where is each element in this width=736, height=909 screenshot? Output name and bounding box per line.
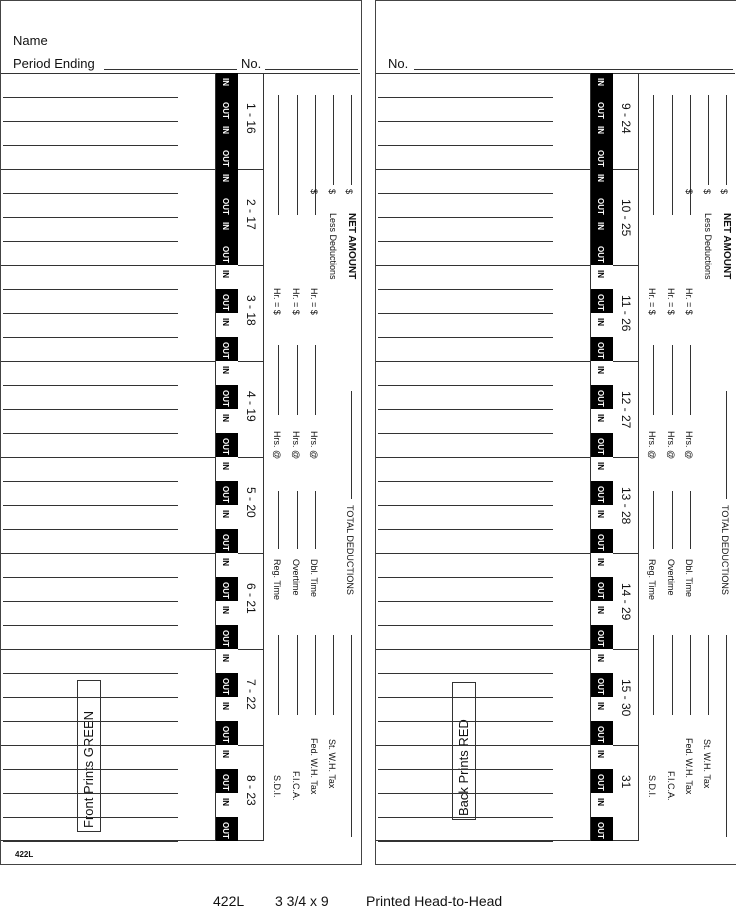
- front-card: [0, 0, 362, 865]
- time-entry-line[interactable]: [378, 385, 553, 386]
- overtime-label: Overtime: [666, 559, 676, 596]
- caption-size: 3 3/4 x 9: [275, 893, 329, 909]
- time-entry-line[interactable]: [378, 313, 553, 314]
- day-label: 12 - 27: [619, 391, 633, 429]
- punch-in-label: IN: [596, 798, 605, 806]
- amount-line[interactable]: [351, 95, 352, 185]
- hours-line[interactable]: [297, 491, 298, 549]
- punch-in-label: IN: [221, 558, 230, 566]
- time-entry-line[interactable]: [378, 481, 553, 482]
- regular-time-label: Reg. Time: [647, 559, 657, 601]
- punch-out-label: OUT: [221, 390, 230, 407]
- punch-in-cell: [591, 793, 613, 817]
- time-entry-line[interactable]: [3, 697, 178, 698]
- card-number-label: No.: [241, 56, 262, 71]
- time-entry-line[interactable]: [3, 793, 178, 794]
- punch-in-label: IN: [221, 126, 230, 134]
- grid-top-line: [1, 73, 360, 74]
- time-entry-line[interactable]: [378, 721, 553, 722]
- hour-rate-label: Hr. = $: [291, 288, 301, 315]
- amount-line[interactable]: [726, 95, 727, 185]
- punch-out-label: OUT: [221, 438, 230, 455]
- punch-in-cell: [591, 553, 613, 577]
- amount-line[interactable]: [672, 95, 673, 215]
- back-prints-label: Back Prints RED: [452, 682, 476, 820]
- time-entry-line[interactable]: [378, 625, 553, 626]
- time-entry-line[interactable]: [3, 409, 178, 410]
- front-prints-label: Front Prints GREEN: [77, 680, 101, 832]
- punch-in-label: IN: [596, 222, 605, 230]
- amount-line[interactable]: [278, 95, 279, 215]
- punch-in-cell: [591, 121, 613, 145]
- hours-at-label: Hrs. @: [684, 431, 694, 460]
- punch-in-cell: [591, 601, 613, 625]
- punch-out-cell: [591, 481, 613, 505]
- punch-in-cell: [216, 265, 238, 289]
- punch-out-label: OUT: [596, 294, 605, 311]
- punch-in-cell: [591, 361, 613, 385]
- punch-in-label: IN: [596, 270, 605, 278]
- punch-in-cell: [591, 265, 613, 289]
- day-label: 13 - 28: [619, 487, 633, 525]
- punch-out-cell: [591, 145, 613, 169]
- punch-out-label: OUT: [596, 390, 605, 407]
- punch-out-label: OUT: [596, 246, 605, 263]
- total-deductions-line[interactable]: [726, 391, 727, 499]
- punch-in-cell: [591, 169, 613, 193]
- punch-in-cell: [216, 649, 238, 673]
- punch-out-cell: [216, 289, 238, 313]
- day-label: 5 - 20: [244, 487, 258, 518]
- fica-label: F.I.C.A.: [291, 771, 301, 801]
- total-deductions-line[interactable]: [351, 635, 352, 837]
- punch-out-cell: [591, 97, 613, 121]
- dollar-sign: $: [327, 189, 337, 195]
- punch-in-label: IN: [596, 654, 605, 662]
- punch-out-cell: [591, 769, 613, 793]
- time-entry-line[interactable]: [3, 817, 178, 818]
- back-card: [375, 0, 736, 865]
- amount-line[interactable]: [690, 345, 691, 415]
- time-entry-line[interactable]: [378, 601, 553, 602]
- time-entry-line[interactable]: [3, 841, 178, 842]
- hours-at-label: Hrs. @: [291, 431, 301, 460]
- punch-in-cell: [591, 697, 613, 721]
- punch-out-label: OUT: [596, 534, 605, 551]
- total-deductions-label: TOTAL DEDUCTIONS: [720, 505, 730, 595]
- time-entry-line[interactable]: [3, 337, 178, 338]
- time-entry-line[interactable]: [378, 769, 553, 770]
- total-deductions-label: TOTAL DEDUCTIONS: [345, 505, 355, 595]
- punch-in-label: IN: [596, 750, 605, 758]
- time-entry-line[interactable]: [378, 673, 553, 674]
- deduction-line[interactable]: [690, 635, 691, 715]
- punch-in-cell: [216, 169, 238, 193]
- time-entry-line[interactable]: [378, 505, 553, 506]
- punch-out-label: OUT: [221, 294, 230, 311]
- punch-out-label: OUT: [596, 150, 605, 167]
- punch-out-label: OUT: [221, 246, 230, 263]
- hour-rate-label: Hr. = $: [684, 288, 694, 315]
- punch-out-label: OUT: [596, 630, 605, 647]
- card-number-field[interactable]: [265, 69, 358, 70]
- day-label: 14 - 29: [619, 583, 633, 621]
- punch-out-label: OUT: [596, 582, 605, 599]
- punch-in-label: IN: [221, 654, 230, 662]
- grid-top-line: [376, 73, 735, 74]
- time-entry-line[interactable]: [3, 193, 178, 194]
- time-entry-line[interactable]: [3, 481, 178, 482]
- punch-in-cell: [591, 745, 613, 769]
- fica-label: F.I.C.A.: [666, 771, 676, 801]
- time-entry-line[interactable]: [378, 217, 553, 218]
- form-code: 422L: [15, 850, 34, 859]
- time-entry-line[interactable]: [3, 217, 178, 218]
- punch-in-cell: [216, 745, 238, 769]
- deduction-line[interactable]: [333, 635, 334, 715]
- amount-line[interactable]: [672, 345, 673, 415]
- punch-out-label: OUT: [221, 198, 230, 215]
- punch-in-label: IN: [221, 318, 230, 326]
- dollar-sign: $: [684, 189, 694, 195]
- total-deductions-line[interactable]: [726, 635, 727, 837]
- punch-out-cell: [216, 817, 238, 841]
- punch-out-label: OUT: [596, 774, 605, 791]
- punch-out-label: OUT: [596, 822, 605, 839]
- punch-out-label: OUT: [596, 102, 605, 119]
- punch-out-cell: [591, 577, 613, 601]
- punch-in-label: IN: [596, 78, 605, 86]
- punch-out-cell: [216, 673, 238, 697]
- day-label: 31: [619, 775, 633, 789]
- punch-in-label: IN: [221, 270, 230, 278]
- caption-note: Printed Head-to-Head: [366, 893, 503, 909]
- time-entry-line[interactable]: [378, 337, 553, 338]
- deduction-line[interactable]: [315, 635, 316, 715]
- time-entry-line[interactable]: [378, 409, 553, 410]
- punch-in-cell: [216, 121, 238, 145]
- punch-in-label: IN: [596, 462, 605, 470]
- punch-in-cell: [216, 361, 238, 385]
- hour-rate-label: Hr. = $: [647, 288, 657, 315]
- federal-wh-tax-label: Fed. W.H. Tax: [309, 738, 319, 795]
- punch-out-label: OUT: [221, 342, 230, 359]
- punch-in-label: IN: [221, 366, 230, 374]
- hours-line[interactable]: [690, 491, 691, 549]
- federal-wh-tax-label: Fed. W.H. Tax: [684, 738, 694, 795]
- time-entry-line[interactable]: [3, 721, 178, 722]
- time-entry-line[interactable]: [378, 121, 553, 122]
- state-wh-tax-label: St. W.H. Tax: [702, 739, 712, 789]
- period-ending-label: Period Ending: [13, 56, 95, 71]
- punch-in-cell: [216, 553, 238, 577]
- punch-in-label: IN: [221, 414, 230, 422]
- punch-in-label: IN: [221, 798, 230, 806]
- amount-line[interactable]: [315, 345, 316, 415]
- time-entry-line[interactable]: [378, 697, 553, 698]
- dollar-sign: $: [702, 189, 712, 195]
- punch-in-label: IN: [596, 510, 605, 518]
- punch-out-cell: [216, 769, 238, 793]
- punch-out-cell: [591, 385, 613, 409]
- punch-out-cell: [591, 817, 613, 841]
- punch-out-label: OUT: [221, 774, 230, 791]
- deduction-line[interactable]: [297, 635, 298, 715]
- time-entry-line[interactable]: [3, 505, 178, 506]
- time-entry-line[interactable]: [3, 673, 178, 674]
- time-entry-line[interactable]: [3, 121, 178, 122]
- hour-rate-label: Hr. = $: [309, 288, 319, 315]
- deduction-line[interactable]: [708, 635, 709, 715]
- punch-in-cell: [591, 457, 613, 481]
- time-entry-line[interactable]: [378, 793, 553, 794]
- amount-line[interactable]: [297, 345, 298, 415]
- punch-in-label: IN: [221, 702, 230, 710]
- punch-in-cell: [216, 601, 238, 625]
- punch-out-cell: [216, 193, 238, 217]
- punch-out-cell: [216, 385, 238, 409]
- less-deductions-label: Less Deductions: [328, 213, 338, 280]
- punch-in-label: IN: [221, 174, 230, 182]
- amount-line[interactable]: [690, 95, 691, 215]
- punch-out-cell: [216, 241, 238, 265]
- hour-rate-label: Hr. = $: [666, 288, 676, 315]
- dollar-sign: $: [309, 189, 319, 195]
- punch-out-label: OUT: [221, 534, 230, 551]
- punch-out-cell: [216, 97, 238, 121]
- time-entry-line[interactable]: [3, 145, 178, 146]
- time-entry-line[interactable]: [378, 193, 553, 194]
- punch-out-cell: [591, 721, 613, 745]
- punch-in-label: IN: [596, 414, 605, 422]
- day-label: 2 - 17: [244, 199, 258, 230]
- punch-in-label: IN: [221, 606, 230, 614]
- time-entry-line[interactable]: [3, 625, 178, 626]
- punch-in-label: IN: [596, 126, 605, 134]
- amount-line[interactable]: [297, 95, 298, 215]
- amount-line[interactable]: [653, 95, 654, 215]
- name-label: Name: [13, 33, 48, 48]
- sdi-label: S.D.I.: [272, 775, 282, 798]
- punch-in-cell: [216, 697, 238, 721]
- time-entry-line[interactable]: [378, 241, 553, 242]
- time-entry-line[interactable]: [378, 433, 553, 434]
- time-entry-line[interactable]: [378, 577, 553, 578]
- hours-line[interactable]: [653, 491, 654, 549]
- punch-out-cell: [591, 289, 613, 313]
- day-label: 1 - 16: [244, 103, 258, 134]
- card-number-label: No.: [388, 56, 409, 71]
- day-label: 15 - 30: [619, 679, 633, 717]
- punch-in-cell: [591, 649, 613, 673]
- punch-out-cell: [591, 241, 613, 265]
- day-label: 11 - 26: [619, 295, 633, 332]
- punch-out-label: OUT: [221, 582, 230, 599]
- time-entry-line[interactable]: [378, 97, 553, 98]
- deduction-line[interactable]: [672, 635, 673, 715]
- time-entry-line[interactable]: [378, 817, 553, 818]
- punch-in-label: IN: [596, 558, 605, 566]
- punch-out-cell: [216, 577, 238, 601]
- time-entry-line[interactable]: [3, 289, 178, 290]
- day-label: 9 - 24: [619, 103, 633, 134]
- punch-out-cell: [591, 673, 613, 697]
- punch-out-label: OUT: [596, 342, 605, 359]
- day-label: 4 - 19: [244, 391, 258, 422]
- net-amount-label: NET AMOUNT: [721, 213, 732, 280]
- punch-out-cell: [591, 625, 613, 649]
- punch-out-label: OUT: [221, 486, 230, 503]
- punch-in-cell: [216, 505, 238, 529]
- time-entry-line[interactable]: [3, 433, 178, 434]
- punch-in-label: IN: [596, 366, 605, 374]
- punch-out-cell: [216, 721, 238, 745]
- amount-line[interactable]: [653, 345, 654, 415]
- punch-in-label: IN: [596, 318, 605, 326]
- punch-out-label: OUT: [221, 726, 230, 743]
- punch-in-cell: [216, 409, 238, 433]
- punch-out-cell: [216, 625, 238, 649]
- state-wh-tax-label: St. W.H. Tax: [327, 739, 337, 789]
- time-entry-line[interactable]: [3, 769, 178, 770]
- deduction-line[interactable]: [653, 635, 654, 715]
- punch-in-cell: [216, 457, 238, 481]
- day-label: 10 - 25: [619, 199, 633, 237]
- punch-out-label: OUT: [221, 822, 230, 839]
- time-entry-line[interactable]: [3, 529, 178, 530]
- total-deductions-line[interactable]: [351, 391, 352, 499]
- punch-out-label: OUT: [596, 726, 605, 743]
- time-entry-line[interactable]: [3, 241, 178, 242]
- day-label: 7 - 22: [244, 679, 258, 710]
- punch-in-label: IN: [596, 702, 605, 710]
- time-entry-line[interactable]: [378, 529, 553, 530]
- punch-in-cell: [591, 73, 613, 97]
- hour-rate-label: Hr. = $: [272, 288, 282, 315]
- dollar-sign: $: [719, 189, 729, 195]
- punch-out-cell: [216, 145, 238, 169]
- punch-in-cell: [591, 505, 613, 529]
- punch-out-label: OUT: [221, 678, 230, 695]
- amount-line[interactable]: [333, 95, 334, 185]
- regular-time-label: Reg. Time: [272, 559, 282, 601]
- amount-line[interactable]: [278, 345, 279, 415]
- less-deductions-label: Less Deductions: [703, 213, 713, 280]
- punch-in-cell: [216, 73, 238, 97]
- double-time-label: Dbl. Time: [309, 559, 319, 598]
- punch-in-cell: [216, 793, 238, 817]
- punch-in-label: IN: [596, 174, 605, 182]
- sdi-label: S.D.I.: [647, 775, 657, 798]
- period-ending-field[interactable]: [104, 69, 237, 70]
- punch-out-label: OUT: [596, 198, 605, 215]
- card-number-field[interactable]: [414, 69, 733, 70]
- hours-at-label: Hrs. @: [666, 431, 676, 460]
- time-entry-line[interactable]: [3, 97, 178, 98]
- dollar-sign: $: [344, 189, 354, 195]
- time-entry-line[interactable]: [3, 313, 178, 314]
- day-label: 6 - 21: [244, 583, 258, 614]
- punch-out-label: OUT: [221, 150, 230, 167]
- punch-in-cell: [591, 313, 613, 337]
- punch-out-label: OUT: [221, 630, 230, 647]
- punch-in-cell: [591, 217, 613, 241]
- punch-in-label: IN: [221, 78, 230, 86]
- punch-out-cell: [216, 337, 238, 361]
- punch-out-cell: [216, 529, 238, 553]
- punch-in-label: IN: [596, 606, 605, 614]
- punch-in-label: IN: [221, 510, 230, 518]
- punch-out-label: OUT: [596, 678, 605, 695]
- net-amount-label: NET AMOUNT: [346, 213, 357, 280]
- punch-out-cell: [216, 433, 238, 457]
- double-time-label: Dbl. Time: [684, 559, 694, 598]
- punch-out-cell: [591, 433, 613, 457]
- overtime-label: Overtime: [291, 559, 301, 596]
- time-entry-line[interactable]: [378, 841, 553, 842]
- time-entry-line[interactable]: [378, 289, 553, 290]
- hours-line[interactable]: [672, 491, 673, 549]
- punch-in-cell: [216, 217, 238, 241]
- punch-out-cell: [591, 337, 613, 361]
- punch-out-label: OUT: [221, 102, 230, 119]
- punch-in-cell: [216, 313, 238, 337]
- amount-line[interactable]: [708, 95, 709, 185]
- hours-line[interactable]: [278, 491, 279, 549]
- punch-out-label: OUT: [596, 438, 605, 455]
- punch-out-cell: [591, 193, 613, 217]
- time-entry-line[interactable]: [3, 577, 178, 578]
- day-label: 3 - 18: [244, 295, 258, 326]
- amount-line[interactable]: [315, 95, 316, 215]
- day-label: 8 - 23: [244, 775, 258, 806]
- hours-at-label: Hrs. @: [309, 431, 319, 460]
- punch-in-label: IN: [221, 462, 230, 470]
- time-entry-line[interactable]: [378, 145, 553, 146]
- time-entry-line[interactable]: [3, 601, 178, 602]
- punch-out-label: OUT: [596, 486, 605, 503]
- punch-out-cell: [216, 481, 238, 505]
- hours-line[interactable]: [315, 491, 316, 549]
- deduction-line[interactable]: [278, 635, 279, 715]
- punch-in-label: IN: [221, 222, 230, 230]
- punch-out-cell: [591, 529, 613, 553]
- hours-at-label: Hrs. @: [272, 431, 282, 460]
- caption-code: 422L: [213, 893, 245, 909]
- hours-at-label: Hrs. @: [647, 431, 657, 460]
- punch-in-cell: [591, 409, 613, 433]
- time-entry-line[interactable]: [3, 385, 178, 386]
- punch-in-label: IN: [221, 750, 230, 758]
